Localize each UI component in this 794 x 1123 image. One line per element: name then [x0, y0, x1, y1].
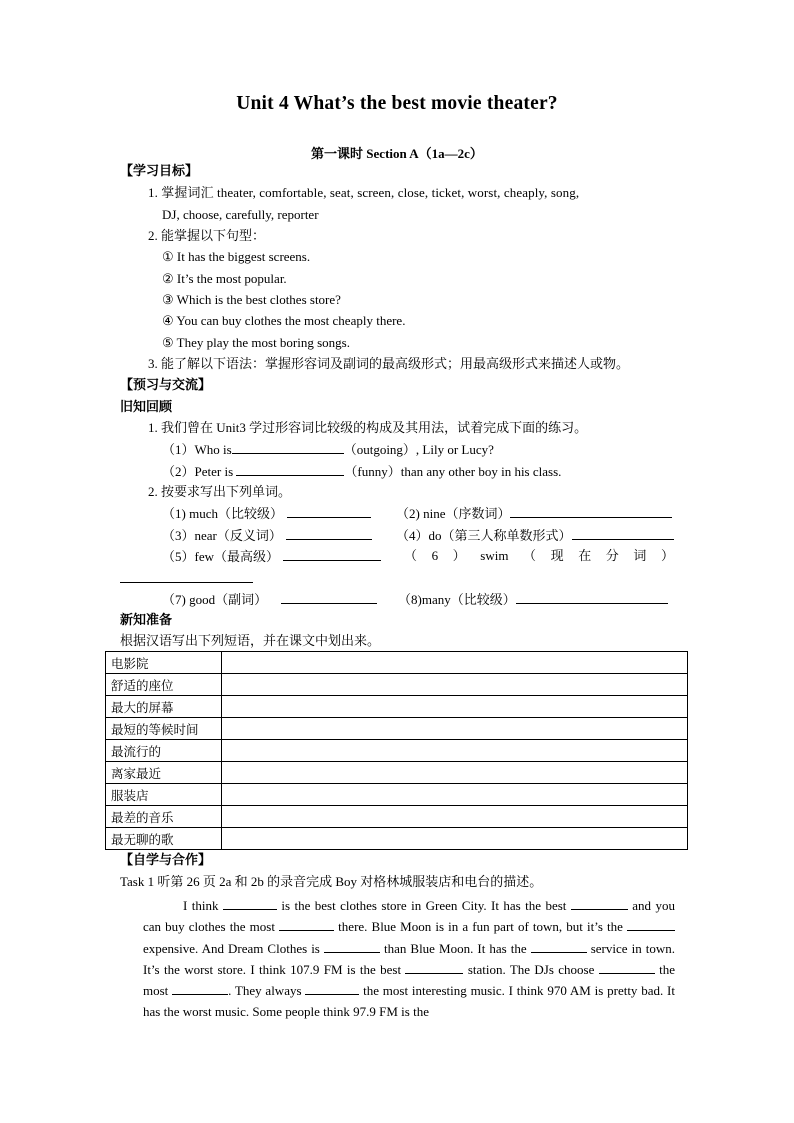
answer-cell[interactable] — [222, 652, 688, 674]
w6-part: （ — [523, 548, 537, 563]
table-row — [106, 828, 688, 850]
q1a-blank[interactable] — [232, 441, 344, 454]
para-blank[interactable] — [405, 959, 463, 974]
para-text: and you can buy clothes the most — [143, 898, 675, 935]
word-6-blank[interactable] — [120, 570, 253, 583]
phrase-cell: 最短的等候时间 — [106, 718, 222, 740]
word-8-label: （8)many（比较级） — [398, 592, 516, 607]
goal-item-3: 3. 能了解以下语法：掌握形容词及副词的最高级形式；用最高级形式来描述人或物。 — [148, 356, 630, 371]
page-title: Unit 4 What’s the best movie theater? — [236, 93, 558, 114]
word-3-blank[interactable] — [286, 527, 372, 540]
para-blank[interactable] — [279, 916, 334, 931]
para-blank[interactable] — [599, 959, 655, 974]
word-2-blank[interactable] — [510, 505, 672, 518]
word-7 — [162, 591, 377, 608]
answer-cell[interactable] — [222, 806, 688, 828]
task-1: Task 1 听第 26 页 2a 和 2b 的录音完成 Boy 对格林城服装店和电台的描述。 — [120, 874, 543, 889]
para-text: the most interesting music. I think 970 AM is pretty bad. It has the worst music. Some people think 97.9 FM is the — [143, 983, 675, 1020]
review-question-1: 1. 我们曾在 Unit3 学过形容词比较级的构成及其用法，试着完成下面的练习。 — [148, 420, 588, 435]
word-1-blank[interactable] — [287, 505, 371, 518]
word-8-blank[interactable] — [516, 591, 668, 604]
phrase-cell: 服装店 — [106, 784, 222, 806]
word-7-blank[interactable] — [281, 591, 377, 604]
new-knowledge-heading: 新知准备 — [120, 612, 173, 627]
review-question-2: 2. 按要求写出下列单词。 — [148, 484, 292, 499]
review-q1b — [162, 463, 561, 480]
para-blank[interactable] — [172, 980, 228, 995]
table-row — [106, 718, 688, 740]
answer-cell[interactable] — [222, 696, 688, 718]
word-6-answer — [120, 570, 253, 587]
para-text: the most — [143, 961, 675, 999]
word-8 — [398, 591, 668, 608]
word-2 — [396, 505, 672, 522]
para-text: there. Blue Moon is in a fun part of town, but it’s the — [334, 919, 628, 935]
phrase-cell: 最流行的 — [106, 740, 222, 762]
para-text: I think — [183, 898, 223, 913]
answer-cell[interactable] — [222, 718, 688, 740]
para-text: expensive. And Dream Clothes is — [143, 940, 324, 956]
goal-item-1: 1. 掌握词汇 theater, comfortable, seat, screen, close, ticket, worst, cheaply, song, — [148, 185, 580, 200]
q1b-suffix: （funny）than any other boy in his class. — [344, 464, 562, 479]
self-study-heading: 【自学与合作】 — [120, 852, 212, 867]
para-blank[interactable] — [223, 895, 277, 910]
word-5-label: （5）few（最高级） — [162, 549, 279, 564]
para-blank[interactable] — [627, 916, 675, 931]
lesson-subtitle: 第一课时 Section A（1a—2c） — [311, 146, 483, 161]
table-row — [106, 740, 688, 762]
w6-part: 词 — [633, 548, 647, 563]
word-2-label: （2) nine（序数词） — [396, 506, 511, 521]
answer-cell[interactable] — [222, 762, 688, 784]
sentence-1: ① It has the biggest screens. — [162, 249, 311, 264]
sentence-2: ② It’s the most popular. — [162, 271, 287, 286]
table-row — [106, 674, 688, 696]
sentence-5: ⑤ They play the most boring songs. — [162, 335, 350, 350]
phrase-cell: 最无聊的歌 — [106, 828, 222, 850]
review-heading: 旧知回顾 — [120, 399, 173, 414]
word-3-label: （3）near（反义词） — [162, 528, 282, 543]
phrase-cell: 最大的屏幕 — [106, 696, 222, 718]
word-3 — [162, 527, 372, 544]
para-text: station. The DJs choose — [463, 961, 599, 977]
q1a-suffix: （outgoing）, Lily or Lucy? — [343, 442, 494, 457]
goal-item-1-cont: DJ, choose, carefully, reporter — [162, 207, 319, 222]
instruction: 根据汉语写出下列短语，并在课文中划出来。 — [120, 633, 381, 648]
word-5 — [162, 548, 381, 565]
w6-part: swim — [480, 548, 509, 563]
w6-part: 6 — [431, 548, 439, 563]
word-7-label: （7) good（副词） — [162, 592, 268, 607]
para-blank[interactable] — [571, 895, 628, 910]
q1b-blank[interactable] — [236, 463, 344, 476]
para-text: is the best clothes store in Green City. It has the best — [276, 898, 571, 913]
q1b-prefix: （2）Peter is — [162, 464, 234, 479]
word-1-label: （1) much（比较级） — [162, 506, 283, 521]
para-text: service in town. It’s the worst store. I think 107.9 FM is the best — [143, 940, 675, 977]
phrase-cell: 最差的音乐 — [106, 806, 222, 828]
table-row — [106, 652, 688, 674]
word-4 — [396, 527, 674, 544]
table-row — [106, 696, 688, 718]
review-q1a — [162, 441, 494, 458]
answer-cell[interactable] — [222, 674, 688, 696]
w6-part: 分 — [605, 548, 619, 563]
w6-part: （ — [404, 548, 418, 563]
q1a-prefix: （1）Who is — [162, 442, 232, 457]
w6-part: ） — [660, 548, 674, 563]
goals-heading: 【学习目标】 — [120, 163, 199, 178]
para-text: than Blue Moon. It has the — [379, 940, 531, 956]
sentence-3: ③ Which is the best clothes store? — [162, 292, 341, 307]
phrase-cell: 离家最近 — [106, 762, 222, 784]
w6-part: ） — [452, 548, 466, 563]
word-4-label: （4）do（第三人称单数形式） — [396, 528, 572, 543]
para-blank[interactable] — [531, 938, 587, 953]
word-1 — [162, 505, 371, 522]
para-blank[interactable] — [305, 980, 359, 995]
answer-cell[interactable] — [222, 740, 688, 762]
goal-item-2: 2. 能掌握以下句型： — [148, 228, 266, 243]
word-5-blank[interactable] — [283, 548, 381, 561]
w6-part: 现 — [550, 548, 564, 563]
phrase-table — [105, 651, 688, 850]
para-text: . They always — [228, 983, 306, 999]
word-4-blank[interactable] — [572, 527, 674, 540]
table-row — [106, 762, 688, 784]
sentence-4: ④ You can buy clothes the most cheaply there. — [162, 313, 406, 328]
table-row — [106, 784, 688, 806]
table-row — [106, 806, 688, 828]
para-blank[interactable] — [324, 938, 380, 953]
w6-part: 在 — [578, 548, 592, 563]
phrase-cell: 电影院 — [106, 652, 222, 674]
listening-paragraph — [143, 895, 675, 1023]
answer-cell[interactable] — [222, 784, 688, 806]
answer-cell[interactable] — [222, 828, 688, 850]
preview-heading: 【预习与交流】 — [120, 377, 212, 392]
phrase-cell: 舒适的座位 — [106, 674, 222, 696]
word-6 — [404, 548, 674, 564]
